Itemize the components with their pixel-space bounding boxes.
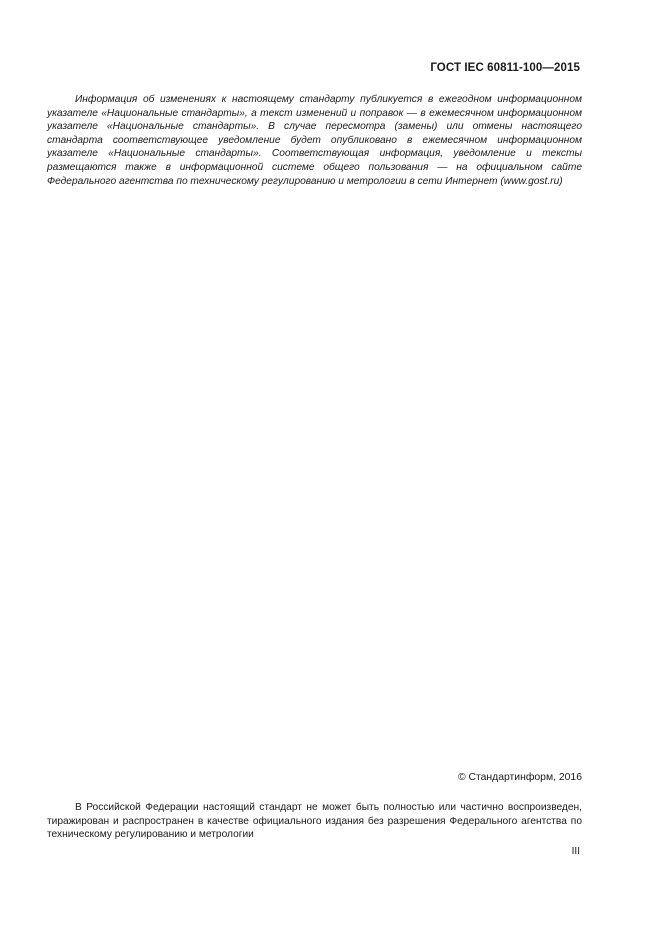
publication-info-paragraph: Информация об изменениях к настоящему стандарту публикуется в ежегодном информационном указателе «Национальные стандарты», а текст изменений и поправок — в ежемесячном информационном указателе «Национальные стандарты». В случае пересмотра (замены) или отмены настоящего стандарта соответствующее уведомление будет опубликовано в ежемесячном информационном указателе «Национальные стандарты». Соответствующая информация, уведомление и тексты размещаются также в информационной системе общего пользования — на официальном сайте Федерального агентства по техническому регулированию и метрологии в сети Интернет (www.gost.ru) <box>47 94 582 187</box>
rights-notice-block <box>47 801 582 842</box>
rights-notice-paragraph: В Российской Федерации настоящий стандарт не может быть полностью или частично воспроизведен, тиражирован и распространен в качестве официального издания без разрешения Федерального агентства по техническому регулированию и метрологии <box>47 802 582 841</box>
page-number: III <box>571 846 580 857</box>
copyright-notice: © Стандартинформ, 2016 <box>457 772 582 783</box>
standard-code-header: ГОСТ IEC 60811-100—2015 <box>430 62 580 74</box>
publication-info-block <box>47 93 582 188</box>
